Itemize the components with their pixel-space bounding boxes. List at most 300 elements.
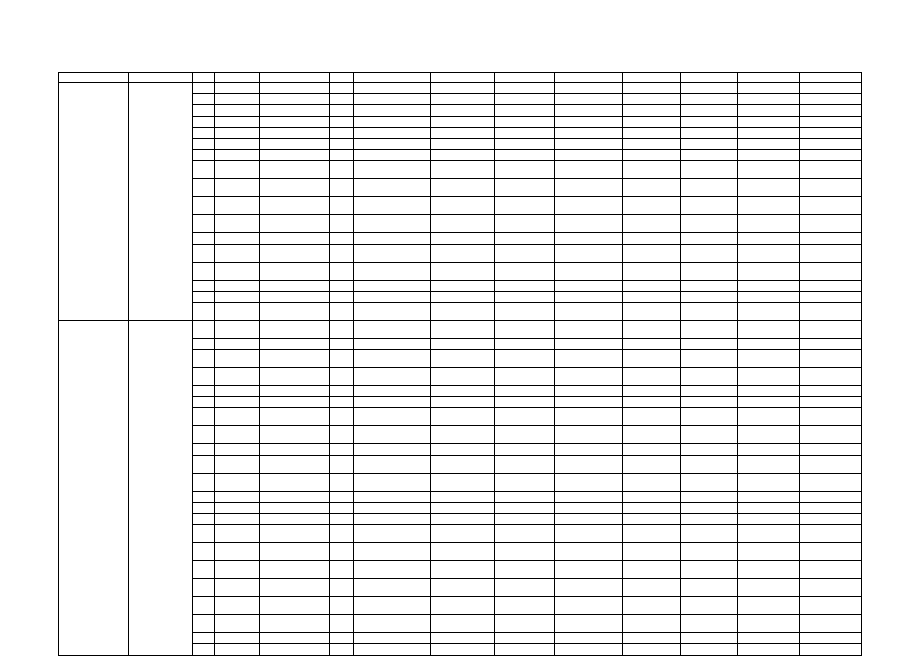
amount-cell <box>800 386 862 397</box>
amount-cell <box>681 83 738 94</box>
code-cell-c5 <box>260 244 330 262</box>
amount-cell <box>622 83 680 94</box>
code-cell-c4 <box>215 644 260 655</box>
amount-cell <box>494 116 555 127</box>
amount-cell <box>555 455 622 473</box>
code-cell-c5 <box>260 597 330 615</box>
code-cell-c6 <box>329 179 354 197</box>
amount-cell <box>555 408 622 426</box>
amount-cell <box>354 94 430 105</box>
code-cell-c4 <box>215 491 260 502</box>
code-cell-c6 <box>329 302 354 320</box>
code-cell-c4 <box>215 320 260 338</box>
code-cell-c6 <box>329 473 354 491</box>
amount-cell <box>354 233 430 244</box>
amount-cell <box>681 127 738 138</box>
amount-cell <box>354 161 430 179</box>
amount-cell <box>430 397 494 408</box>
amount-cell <box>494 197 555 215</box>
code-cell-c3 <box>192 543 214 561</box>
amount-cell <box>430 233 494 244</box>
amount-cell <box>555 633 622 644</box>
amount-cell <box>494 597 555 615</box>
amount-cell <box>622 338 680 349</box>
code-cell-c4 <box>215 426 260 444</box>
amount-cell <box>800 138 862 149</box>
code-cell-c3 <box>192 280 214 291</box>
amount-cell <box>494 350 555 368</box>
code-cell-c5 <box>260 473 330 491</box>
amount-cell <box>738 633 800 644</box>
code-cell-c4 <box>215 350 260 368</box>
amount-cell <box>555 244 622 262</box>
code-cell-c4 <box>215 94 260 105</box>
code-cell-c6 <box>329 197 354 215</box>
amount-cell <box>738 83 800 94</box>
code-cell-c6 <box>329 262 354 280</box>
code-cell-c6 <box>329 561 354 579</box>
amount-cell <box>555 491 622 502</box>
amount-cell <box>800 514 862 525</box>
code-cell-c4 <box>215 244 260 262</box>
amount-cell <box>430 320 494 338</box>
amount-cell <box>430 408 494 426</box>
code-cell-c6 <box>329 579 354 597</box>
column-number-header <box>329 73 354 83</box>
amount-cell <box>354 597 430 615</box>
amount-cell <box>681 262 738 280</box>
code-cell-c3 <box>192 408 214 426</box>
amount-cell <box>622 408 680 426</box>
code-cell-c3 <box>192 94 214 105</box>
amount-cell <box>494 408 555 426</box>
amount-cell <box>622 397 680 408</box>
amount-cell <box>430 127 494 138</box>
code-cell-c4 <box>215 633 260 644</box>
amount-cell <box>354 455 430 473</box>
amount-cell <box>800 116 862 127</box>
code-cell-c4 <box>215 473 260 491</box>
code-cell-c3 <box>192 644 214 655</box>
code-cell-c5 <box>260 525 330 543</box>
code-cell-c4 <box>215 233 260 244</box>
code-cell-c4 <box>215 455 260 473</box>
column-number-header <box>681 73 738 83</box>
code-cell-c4 <box>215 561 260 579</box>
code-cell-c3 <box>192 444 214 455</box>
amount-cell <box>494 150 555 161</box>
activity-name-cell <box>59 83 129 321</box>
amount-cell <box>800 597 862 615</box>
amount-cell <box>354 633 430 644</box>
amount-cell <box>430 543 494 561</box>
amount-cell <box>800 408 862 426</box>
code-cell-c3 <box>192 426 214 444</box>
code-cell-c3 <box>192 83 214 94</box>
amount-cell <box>622 426 680 444</box>
amount-cell <box>738 350 800 368</box>
amount-cell <box>354 502 430 513</box>
code-cell-c4 <box>215 525 260 543</box>
amount-cell <box>494 397 555 408</box>
amount-cell <box>738 615 800 633</box>
amount-cell <box>622 444 680 455</box>
amount-cell <box>354 320 430 338</box>
code-cell-c6 <box>329 138 354 149</box>
code-cell-c3 <box>192 127 214 138</box>
amount-cell <box>738 525 800 543</box>
amount-cell <box>800 561 862 579</box>
amount-cell <box>622 116 680 127</box>
amount-cell <box>555 597 622 615</box>
column-number-header <box>260 73 330 83</box>
amount-cell <box>555 116 622 127</box>
code-cell-c3 <box>192 491 214 502</box>
code-cell-c3 <box>192 397 214 408</box>
amount-cell <box>622 615 680 633</box>
amount-cell <box>622 302 680 320</box>
code-cell-c4 <box>215 291 260 302</box>
column-number-header <box>555 73 622 83</box>
code-cell-c5 <box>260 320 330 338</box>
amount-cell <box>354 543 430 561</box>
amount-cell <box>800 127 862 138</box>
amount-cell <box>800 280 862 291</box>
amount-cell <box>622 262 680 280</box>
code-cell-c3 <box>192 116 214 127</box>
amount-cell <box>738 291 800 302</box>
amount-cell <box>494 426 555 444</box>
code-cell-c5 <box>260 561 330 579</box>
code-cell-c6 <box>329 455 354 473</box>
amount-cell <box>430 179 494 197</box>
code-cell-c6 <box>329 338 354 349</box>
amount-cell <box>354 179 430 197</box>
amount-cell <box>354 491 430 502</box>
amount-cell <box>555 397 622 408</box>
amount-cell <box>354 150 430 161</box>
column-number-header <box>128 73 192 83</box>
amount-cell <box>800 473 862 491</box>
code-cell-c3 <box>192 386 214 397</box>
code-cell-c4 <box>215 150 260 161</box>
amount-cell <box>738 579 800 597</box>
amount-cell <box>555 105 622 116</box>
amount-cell <box>555 386 622 397</box>
amount-cell <box>800 444 862 455</box>
amount-cell <box>354 83 430 94</box>
amount-cell <box>800 426 862 444</box>
amount-cell <box>430 280 494 291</box>
code-cell-c6 <box>329 127 354 138</box>
amount-cell <box>494 561 555 579</box>
amount-cell <box>800 644 862 655</box>
amount-cell <box>494 233 555 244</box>
amount-cell <box>800 302 862 320</box>
amount-cell <box>800 150 862 161</box>
amount-cell <box>681 338 738 349</box>
code-cell-c4 <box>215 179 260 197</box>
amount-cell <box>494 455 555 473</box>
amount-cell <box>622 215 680 233</box>
amount-cell <box>800 615 862 633</box>
amount-cell <box>681 397 738 408</box>
amount-cell <box>354 127 430 138</box>
amount-cell <box>738 473 800 491</box>
amount-cell <box>555 262 622 280</box>
amount-cell <box>354 579 430 597</box>
amount-cell <box>430 368 494 386</box>
amount-cell <box>681 426 738 444</box>
amount-cell <box>800 197 862 215</box>
amount-cell <box>354 338 430 349</box>
amount-cell <box>430 116 494 127</box>
code-cell-c6 <box>329 215 354 233</box>
code-cell-c3 <box>192 473 214 491</box>
amount-cell <box>555 561 622 579</box>
budget-table <box>58 72 862 656</box>
amount-cell <box>738 179 800 197</box>
code-cell-c4 <box>215 408 260 426</box>
amount-cell <box>555 502 622 513</box>
amount-cell <box>430 514 494 525</box>
amount-cell <box>555 197 622 215</box>
code-cell-c6 <box>329 291 354 302</box>
code-cell-c6 <box>329 116 354 127</box>
amount-cell <box>430 502 494 513</box>
amount-cell <box>555 444 622 455</box>
amount-cell <box>430 615 494 633</box>
amount-cell <box>681 473 738 491</box>
amount-cell <box>738 338 800 349</box>
amount-cell <box>738 197 800 215</box>
amount-cell <box>494 368 555 386</box>
code-cell-c4 <box>215 280 260 291</box>
amount-cell <box>430 302 494 320</box>
amount-cell <box>430 491 494 502</box>
amount-cell <box>622 138 680 149</box>
amount-cell <box>738 514 800 525</box>
amount-cell <box>354 615 430 633</box>
code-cell-c3 <box>192 350 214 368</box>
code-cell-c5 <box>260 426 330 444</box>
code-cell-c6 <box>329 633 354 644</box>
amount-cell <box>622 105 680 116</box>
code-cell-c5 <box>260 280 330 291</box>
amount-cell <box>681 525 738 543</box>
amount-cell <box>494 83 555 94</box>
amount-cell <box>622 514 680 525</box>
amount-cell <box>354 302 430 320</box>
amount-cell <box>738 138 800 149</box>
code-cell-c6 <box>329 426 354 444</box>
amount-cell <box>354 408 430 426</box>
amount-cell <box>494 473 555 491</box>
amount-cell <box>800 633 862 644</box>
amount-cell <box>681 302 738 320</box>
code-cell-c5 <box>260 543 330 561</box>
amount-cell <box>738 127 800 138</box>
amount-cell <box>494 644 555 655</box>
amount-cell <box>738 94 800 105</box>
code-cell-c6 <box>329 644 354 655</box>
code-cell-c4 <box>215 444 260 455</box>
amount-cell <box>738 215 800 233</box>
amount-cell <box>555 302 622 320</box>
amount-cell <box>555 543 622 561</box>
amount-cell <box>555 179 622 197</box>
amount-cell <box>555 426 622 444</box>
amount-cell <box>354 291 430 302</box>
code-cell-c6 <box>329 244 354 262</box>
code-cell-c3 <box>192 197 214 215</box>
amount-cell <box>738 644 800 655</box>
amount-cell <box>354 525 430 543</box>
amount-cell <box>738 280 800 291</box>
amount-cell <box>800 105 862 116</box>
amount-cell <box>555 579 622 597</box>
code-cell-c5 <box>260 127 330 138</box>
code-cell-c6 <box>329 408 354 426</box>
amount-cell <box>800 291 862 302</box>
amount-cell <box>494 280 555 291</box>
code-cell-c4 <box>215 83 260 94</box>
code-cell-c5 <box>260 408 330 426</box>
amount-cell <box>494 633 555 644</box>
code-cell-c4 <box>215 338 260 349</box>
amount-cell <box>555 94 622 105</box>
amount-cell <box>494 386 555 397</box>
code-cell-c3 <box>192 179 214 197</box>
executor-cell <box>128 320 192 655</box>
code-cell-c5 <box>260 444 330 455</box>
amount-cell <box>354 215 430 233</box>
amount-cell <box>738 302 800 320</box>
executor-cell <box>128 83 192 321</box>
amount-cell <box>681 161 738 179</box>
amount-cell <box>555 368 622 386</box>
amount-cell <box>430 83 494 94</box>
code-cell-c4 <box>215 105 260 116</box>
amount-cell <box>738 386 800 397</box>
code-cell-c4 <box>215 502 260 513</box>
amount-cell <box>622 179 680 197</box>
amount-cell <box>622 543 680 561</box>
amount-cell <box>738 502 800 513</box>
amount-cell <box>430 338 494 349</box>
amount-cell <box>681 491 738 502</box>
code-cell-c6 <box>329 525 354 543</box>
amount-cell <box>681 215 738 233</box>
code-cell-c4 <box>215 197 260 215</box>
code-cell-c6 <box>329 491 354 502</box>
code-cell-c3 <box>192 138 214 149</box>
amount-cell <box>354 561 430 579</box>
code-cell-c5 <box>260 262 330 280</box>
amount-cell <box>430 138 494 149</box>
code-cell-c5 <box>260 291 330 302</box>
amount-cell <box>681 543 738 561</box>
amount-cell <box>681 233 738 244</box>
amount-cell <box>622 473 680 491</box>
code-cell-c3 <box>192 579 214 597</box>
amount-cell <box>681 597 738 615</box>
amount-cell <box>430 455 494 473</box>
amount-cell <box>800 233 862 244</box>
amount-cell <box>494 105 555 116</box>
amount-cell <box>354 262 430 280</box>
amount-cell <box>738 597 800 615</box>
amount-cell <box>430 94 494 105</box>
amount-cell <box>622 127 680 138</box>
code-cell-c3 <box>192 215 214 233</box>
table-row <box>59 83 862 94</box>
amount-cell <box>430 197 494 215</box>
amount-cell <box>800 455 862 473</box>
amount-cell <box>494 502 555 513</box>
amount-cell <box>622 455 680 473</box>
amount-cell <box>354 644 430 655</box>
amount-cell <box>681 444 738 455</box>
code-cell-c3 <box>192 233 214 244</box>
code-cell-c4 <box>215 514 260 525</box>
amount-cell <box>738 561 800 579</box>
code-cell-c3 <box>192 244 214 262</box>
code-cell-c5 <box>260 514 330 525</box>
code-cell-c3 <box>192 105 214 116</box>
amount-cell <box>622 597 680 615</box>
amount-cell <box>430 105 494 116</box>
amount-cell <box>494 262 555 280</box>
amount-cell <box>494 179 555 197</box>
code-cell-c3 <box>192 502 214 513</box>
amount-cell <box>681 320 738 338</box>
code-cell-c6 <box>329 280 354 291</box>
amount-cell <box>430 473 494 491</box>
amount-cell <box>494 491 555 502</box>
amount-cell <box>681 514 738 525</box>
amount-cell <box>738 244 800 262</box>
code-cell-c3 <box>192 455 214 473</box>
table-row <box>59 320 862 338</box>
amount-cell <box>354 426 430 444</box>
code-cell-c6 <box>329 397 354 408</box>
amount-cell <box>622 94 680 105</box>
amount-cell <box>494 138 555 149</box>
amount-cell <box>738 408 800 426</box>
amount-cell <box>494 291 555 302</box>
code-cell-c3 <box>192 514 214 525</box>
amount-cell <box>800 491 862 502</box>
code-cell-c6 <box>329 543 354 561</box>
code-cell-c3 <box>192 262 214 280</box>
column-number-header <box>622 73 680 83</box>
code-cell-c4 <box>215 579 260 597</box>
amount-cell <box>555 280 622 291</box>
code-cell-c5 <box>260 491 330 502</box>
code-cell-c3 <box>192 561 214 579</box>
code-cell-c3 <box>192 368 214 386</box>
amount-cell <box>555 215 622 233</box>
code-cell-c4 <box>215 386 260 397</box>
code-cell-c3 <box>192 150 214 161</box>
amount-cell <box>555 320 622 338</box>
code-cell-c5 <box>260 150 330 161</box>
amount-cell <box>622 502 680 513</box>
amount-cell <box>494 579 555 597</box>
code-cell-c5 <box>260 138 330 149</box>
amount-cell <box>354 514 430 525</box>
